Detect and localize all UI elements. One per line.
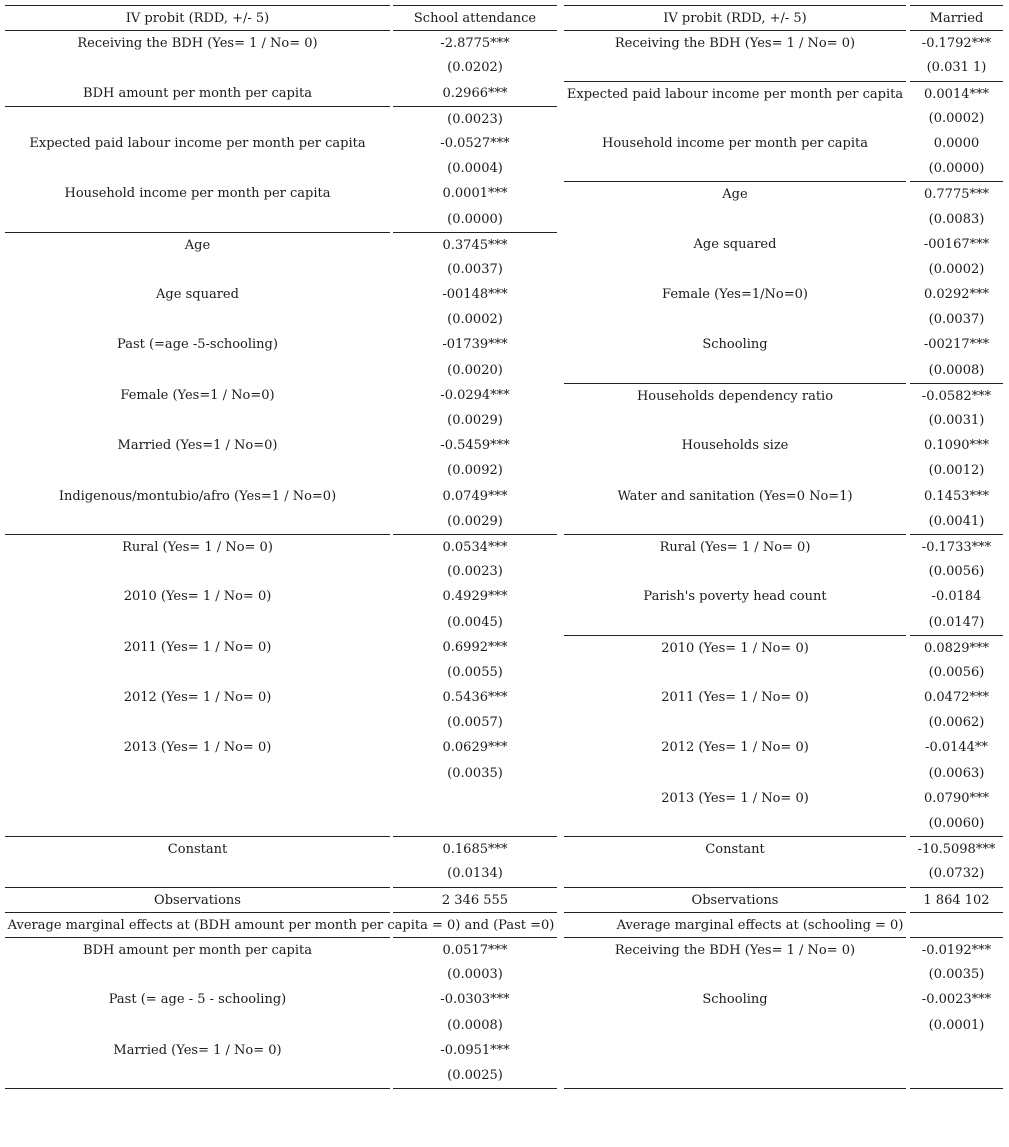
observations-value: 1 864 102 <box>910 887 1003 912</box>
header-model-label: IV probit (RDD, +/- 5) <box>5 5 390 30</box>
table-row <box>564 962 1003 987</box>
variable-label: Households dependency ratio <box>564 383 906 408</box>
table-row <box>564 358 1003 383</box>
school-attendance-table <box>5 5 557 1088</box>
observations-row <box>564 887 1003 912</box>
variable-label: 2010 (Yes= 1 / No= 0) <box>123 589 272 605</box>
coefficient: 0.1685*** <box>393 836 557 861</box>
coefficient: -0.0303*** <box>440 992 510 1008</box>
variable-label: Schooling <box>702 337 768 353</box>
standard-error: (0.0037) <box>447 261 503 277</box>
standard-error: (0.0031) <box>928 413 985 428</box>
variable-label: Female (Yes=1 / No=0) <box>120 387 275 403</box>
variable-label: Indigenous/montubio/afro (Yes=1 / No=0) <box>58 488 337 504</box>
table-row <box>564 81 1003 106</box>
table-row <box>5 458 557 483</box>
standard-error: (0.0008) <box>928 362 985 378</box>
standard-error: (0.0134) <box>447 866 503 882</box>
table-row <box>564 383 1003 408</box>
coefficient: -2.8775*** <box>393 30 557 55</box>
table-row <box>5 332 557 357</box>
coefficient: 0.2966*** <box>442 85 508 101</box>
variable-label: Schooling <box>702 992 768 1008</box>
table-row <box>5 610 557 635</box>
table-row <box>564 987 1003 1012</box>
table-row <box>564 484 1003 509</box>
table-row <box>564 458 1003 483</box>
table-row <box>564 861 1003 886</box>
standard-error: (0.0025) <box>447 1067 503 1083</box>
variable-label: Constant <box>564 836 906 861</box>
standard-error: (0.0041) <box>928 513 985 529</box>
standard-error: (0.0002) <box>447 312 503 328</box>
table-row <box>5 433 557 458</box>
standard-error: (0.0092) <box>447 463 503 479</box>
variable-label: Age squared <box>693 236 777 252</box>
coefficient: -0.0192*** <box>910 937 1003 962</box>
table-row <box>564 131 1003 156</box>
coefficient: -0.1792*** <box>910 30 1003 55</box>
variable-label: Age <box>5 232 390 257</box>
coefficient: -0.0527*** <box>440 135 510 151</box>
standard-error: (0.0056) <box>928 564 985 580</box>
standard-error: (0.0029) <box>447 513 503 529</box>
table-row <box>564 30 1003 55</box>
variable-label: 2010 (Yes= 1 / No= 0) <box>564 635 906 660</box>
table-row <box>564 307 1003 332</box>
standard-error: (0.0002) <box>928 261 985 277</box>
marginal-effects-title: Average marginal effects at (BDH amount per month per capita = 0) and (Past =0) <box>7 917 555 933</box>
table-row <box>5 584 557 609</box>
coefficient: 0.1453*** <box>924 488 989 504</box>
standard-error: (0.0037) <box>928 312 985 328</box>
variable-label: 2012 (Yes= 1 / No= 0) <box>123 690 272 706</box>
table-row <box>564 433 1003 458</box>
variable-label: Married (Yes=1 / No=0) <box>117 438 278 454</box>
coefficient: 0.0000 <box>933 135 980 151</box>
standard-error: (0.0732) <box>928 866 985 882</box>
standard-error: (0.0020) <box>447 362 503 378</box>
table-row <box>564 534 1003 559</box>
table-row <box>5 30 557 55</box>
variable-label: Past (= age - 5 - schooling) <box>108 992 287 1008</box>
coefficient: 0.0517*** <box>393 937 557 962</box>
standard-error: (0.0045) <box>447 614 503 630</box>
standard-error: (0.0060) <box>928 816 985 831</box>
table-row <box>5 937 557 962</box>
standard-error: (0.0000) <box>928 161 985 177</box>
variable-label: Age squared <box>156 287 239 303</box>
coefficient: 0.0629*** <box>442 740 508 756</box>
table-row <box>5 509 557 534</box>
standard-error: (0.0035) <box>928 967 985 983</box>
marginal-effects-title-row <box>564 912 1003 937</box>
table-row <box>564 332 1003 357</box>
table-row <box>5 484 557 509</box>
constant-row <box>5 836 557 861</box>
variable-label: Receiving the BDH (Yes= 1 / No= 0) <box>564 30 906 55</box>
table-row <box>564 509 1003 534</box>
table-row <box>5 408 557 433</box>
variable-label: Receiving the BDH (Yes= 1 / No= 0) <box>5 30 390 55</box>
variable-label: Constant <box>5 836 390 861</box>
observations-value: 2 346 555 <box>393 887 557 912</box>
blank-row <box>564 1063 1003 1088</box>
coefficient: 0.4929*** <box>442 589 508 605</box>
variable-label: Household income per month per capita <box>602 135 868 151</box>
table-row <box>5 1063 557 1088</box>
coefficient: -0.0582*** <box>910 383 1003 408</box>
table-row <box>564 710 1003 735</box>
table-row <box>564 1013 1003 1038</box>
table-row <box>5 685 557 710</box>
table-row <box>5 635 557 660</box>
table-row <box>5 559 557 584</box>
coefficient: -0.0144** <box>925 740 988 756</box>
constant-row <box>564 836 1003 861</box>
standard-error: (0.0035) <box>447 765 503 781</box>
variable-label: Rural (Yes= 1 / No= 0) <box>564 534 906 559</box>
variable-label: Water and sanitation (Yes=0 No=1) <box>617 488 853 504</box>
variable-label: 2011 (Yes= 1 / No= 0) <box>123 639 272 655</box>
table-row <box>5 761 557 786</box>
table-row <box>5 282 557 307</box>
table-row <box>5 232 557 257</box>
table-row <box>5 660 557 685</box>
table-header <box>5 5 557 30</box>
standard-error: (0.0057) <box>447 715 503 731</box>
coefficient: 0.0829*** <box>910 635 1003 660</box>
marginal-effects-title: Average marginal effects at (schooling = 0) <box>616 917 904 933</box>
coefficient: -0.0184 <box>931 589 982 605</box>
standard-error: (0.0023) <box>393 106 557 131</box>
blank-row <box>5 786 557 811</box>
married-table <box>564 5 1003 1088</box>
standard-error: (0.0029) <box>447 413 503 428</box>
table-row <box>5 181 557 206</box>
table-row <box>564 610 1003 635</box>
variable-label: 2012 (Yes= 1 / No= 0) <box>661 740 809 756</box>
table-row <box>5 383 557 408</box>
coefficient: 0.6992*** <box>442 639 508 655</box>
observations-label: Observations <box>5 887 390 912</box>
table-row <box>564 937 1003 962</box>
table-row <box>564 761 1003 786</box>
table-row <box>5 106 557 131</box>
standard-error: (0.0001) <box>928 1017 985 1033</box>
coefficient: -00148*** <box>442 287 508 303</box>
variable-label: Past (=age -5-schooling) <box>117 337 278 353</box>
standard-error: (0.0004) <box>447 161 503 177</box>
coefficient: 0.0749*** <box>442 488 508 504</box>
table-row <box>5 987 557 1012</box>
table-row <box>5 358 557 383</box>
table-row <box>564 232 1003 257</box>
coefficient: 0.0472*** <box>924 690 989 706</box>
table-row <box>564 106 1003 131</box>
table-row <box>5 131 557 156</box>
coefficient: -0.0951*** <box>440 1042 510 1058</box>
standard-error: (0.0023) <box>447 564 503 580</box>
standard-error: (0.031 1) <box>926 60 987 76</box>
table-row <box>564 181 1003 206</box>
table-row <box>5 534 557 559</box>
variable-label: Age <box>564 181 906 206</box>
table-row <box>564 685 1003 710</box>
table-row <box>5 735 557 760</box>
variable-label: Expected paid labour income per month per capita <box>564 81 906 106</box>
table-row <box>564 786 1003 811</box>
standard-error: (0.0202) <box>447 60 503 76</box>
table-row <box>564 156 1003 181</box>
table-row <box>5 710 557 735</box>
table-row <box>5 861 557 886</box>
variable-label: Parish's poverty head count <box>643 589 827 605</box>
coefficient: 0.0790*** <box>924 790 989 806</box>
table-row <box>5 156 557 181</box>
variable-label: Receiving the BDH (Yes= 1 / No= 0) <box>564 937 906 962</box>
table-row <box>564 559 1003 584</box>
table-row <box>5 307 557 332</box>
table-row <box>5 207 557 232</box>
variable-label: Household income per month per capita <box>64 186 331 202</box>
marginal-effects-title-row <box>5 912 557 937</box>
observations-label: Observations <box>564 887 906 912</box>
coefficient: 0.0534*** <box>393 534 557 559</box>
coefficient: 0.7775*** <box>910 181 1003 206</box>
standard-error: (0.0008) <box>447 1017 503 1033</box>
standard-error: (0.0012) <box>928 463 985 479</box>
coefficient: 0.3745*** <box>393 232 557 257</box>
table-row <box>564 635 1003 660</box>
variable-label: Households size <box>681 438 789 454</box>
standard-error: (0.0147) <box>928 614 985 630</box>
variable-label: Married (Yes= 1 / No= 0) <box>113 1042 282 1058</box>
standard-error: (0.0083) <box>928 211 985 227</box>
coefficient: 0.0292*** <box>924 287 989 303</box>
header-dependent-variable: School attendance <box>393 5 557 30</box>
table-row <box>564 584 1003 609</box>
standard-error: (0.0002) <box>928 110 985 126</box>
blank-row <box>5 811 557 836</box>
table-row <box>564 55 1003 80</box>
variable-label: Rural (Yes= 1 / No= 0) <box>5 534 390 559</box>
coefficient: -00167*** <box>923 236 990 252</box>
coefficient: -10.5098*** <box>910 836 1003 861</box>
standard-error: (0.0000) <box>447 211 503 227</box>
variable-label: 2013 (Yes= 1 / No= 0) <box>123 740 272 756</box>
table-row <box>5 257 557 282</box>
variable-label: BDH amount per month per capita <box>83 85 312 101</box>
coefficient: -0.5459*** <box>440 438 510 454</box>
coefficient: 0.5436*** <box>442 690 508 706</box>
table-row <box>564 408 1003 433</box>
table-row <box>564 811 1003 836</box>
observations-row <box>5 887 557 912</box>
table-row <box>564 282 1003 307</box>
coefficient: -0.0294*** <box>440 387 510 403</box>
table-header <box>564 5 1003 30</box>
table-row <box>5 1038 557 1063</box>
variable-label: BDH amount per month per capita <box>5 937 390 962</box>
coefficient: -0.1733*** <box>910 534 1003 559</box>
coefficient: -00217*** <box>923 337 990 353</box>
coefficient: 0.1090*** <box>924 438 989 454</box>
coefficient: -0.0023*** <box>921 992 992 1008</box>
coefficient: -01739*** <box>442 337 508 353</box>
variable-label: Female (Yes=1/No=0) <box>662 287 808 303</box>
standard-error: (0.0063) <box>928 765 985 781</box>
standard-error: (0.0062) <box>928 715 985 731</box>
table-row <box>5 81 557 106</box>
variable-label: Expected paid labour income per month per capita <box>29 135 366 151</box>
table-row <box>564 207 1003 232</box>
table-row <box>564 257 1003 282</box>
table-row <box>5 962 557 987</box>
header-model-label: IV probit (RDD, +/- 5) <box>564 5 906 30</box>
coefficient: 0.0014*** <box>910 81 1003 106</box>
variable-label: 2013 (Yes= 1 / No= 0) <box>661 790 809 806</box>
table-row <box>5 1013 557 1038</box>
standard-error: (0.0055) <box>447 664 503 680</box>
table-row <box>564 660 1003 685</box>
variable-label: 2011 (Yes= 1 / No= 0) <box>661 690 809 706</box>
coefficient: 0.0001*** <box>442 186 508 202</box>
table-row <box>564 735 1003 760</box>
standard-error: (0.0056) <box>928 664 985 680</box>
standard-error: (0.0003) <box>447 967 503 983</box>
header-dependent-variable: Married <box>910 5 1003 30</box>
blank-row <box>564 1038 1003 1063</box>
table-row <box>5 55 557 80</box>
